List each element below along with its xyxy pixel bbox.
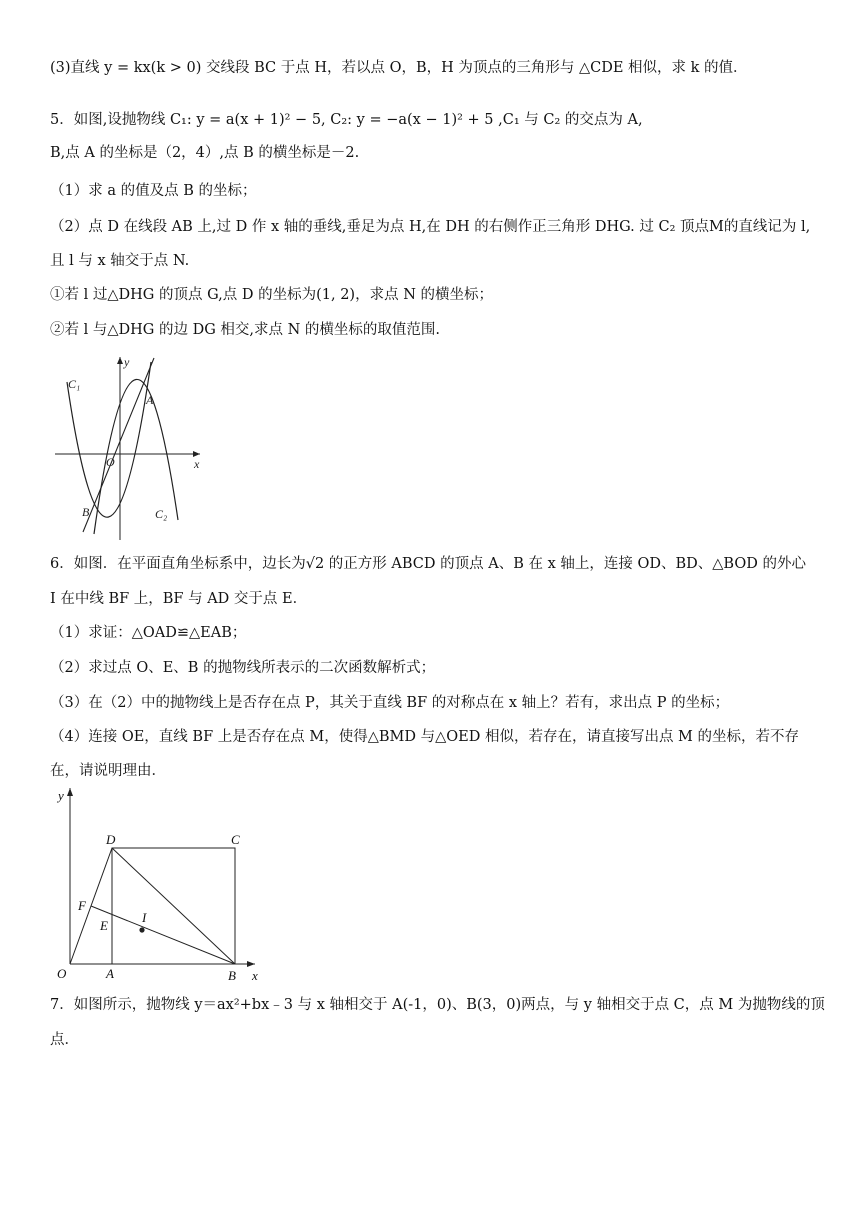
x-axis-label: x bbox=[252, 968, 258, 983]
point-i-label: I bbox=[142, 910, 147, 925]
problem6-part2: （2）求过点 O、E、B 的抛物线所表示的二次函数解析式； bbox=[50, 660, 436, 676]
problem5-statement: 5．如图,设抛物线 C₁: y = a(x + 1)² − 5, C₂: y = −a(x − 1)² + 5 ,C₁ 与 C₂ 的交点为 A, bbox=[50, 112, 643, 128]
point-a-label: A bbox=[146, 393, 154, 407]
point-c-label: C bbox=[231, 832, 240, 847]
problem5-part2-sub1: ①若 l 过△DHG 的顶点 G,点 D 的坐标为(1, 2)，求点 N 的横坐标； bbox=[50, 287, 493, 303]
problem4-part3: (3)直线 y = kx(k > 0) 交线段 BC 于点 H，若以点 O，B，H 为顶点的三角形与 △CDE 相似，求 k 的值． bbox=[50, 60, 748, 76]
problem7-statement: 7．如图所示，抛物线 y＝ax²+bx﹣3 与 x 轴相交于 A(-1，0)、B(3，0)两点，与 y 轴相交于点 C，点 M 为抛物线的顶 bbox=[50, 997, 825, 1013]
figure-square bbox=[40, 782, 280, 982]
problem5-part1: （1）求 a 的值及点 B 的坐标； bbox=[50, 183, 257, 199]
c1-label: C₁ bbox=[68, 377, 81, 391]
problem5-part2: （2）点 D 在线段 AB 上,过 D 作 x 轴的垂线,垂足为点 H,在 DH 的右侧作正三角形 DHG. 过 C₂ 顶点M的直线记为 l, bbox=[50, 219, 811, 235]
problem6-statement: 6．如图．在平面直角坐标系中，边长为√2 的正方形 ABCD 的顶点 A、B 在 x 轴上，连接 OD、BD、△BOD 的外心 bbox=[50, 556, 806, 572]
origin-label: O bbox=[106, 455, 115, 469]
problem5-part2-sub2: ②若 l 与△DHG 的边 DG 相交,求点 N 的横坐标的取值范围. bbox=[50, 322, 441, 338]
problem7-statement-cont: 点． bbox=[50, 1032, 79, 1048]
point-d-label: D bbox=[106, 832, 116, 847]
problem6-part3: （3）在（2）中的抛物线上是否存在点 P，其关于直线 BF 的对称点在 x 轴上？若有，求出点 P 的坐标； bbox=[50, 695, 730, 711]
point-b-label: B bbox=[82, 505, 90, 519]
y-axis-label: y bbox=[58, 788, 64, 803]
y-axis-label: y bbox=[124, 355, 130, 369]
problem6-part4-cont: 在，请说明理由． bbox=[50, 763, 166, 779]
problem5-statement-cont: B,点 A 的坐标是（2，4）,点 B 的横坐标是－2. bbox=[50, 145, 360, 161]
point-a-label: A bbox=[106, 966, 114, 981]
c2-label: C₂ bbox=[155, 507, 168, 521]
problem6-statement-cont: I 在中线 BF 上，BF 与 AD 交于点 E． bbox=[50, 591, 308, 607]
problem6-part1: （1）求证：△OAD≌△EAB； bbox=[50, 625, 247, 641]
point-f-label: F bbox=[78, 898, 86, 913]
problem5-part2-cont: 且 l 与 x 轴交于点 N. bbox=[50, 253, 190, 269]
origin-label: O bbox=[57, 966, 67, 981]
point-b-label: B bbox=[228, 968, 236, 983]
problem6-part4: （4）连接 OE，直线 BF 上是否存在点 M，使得△BMD 与△OED 相似，若存在，请直接写出点 M 的坐标，若不存 bbox=[50, 729, 800, 745]
point-e-label: E bbox=[100, 918, 108, 933]
figure-parabolas bbox=[50, 352, 210, 542]
x-axis-label: x bbox=[194, 457, 200, 471]
